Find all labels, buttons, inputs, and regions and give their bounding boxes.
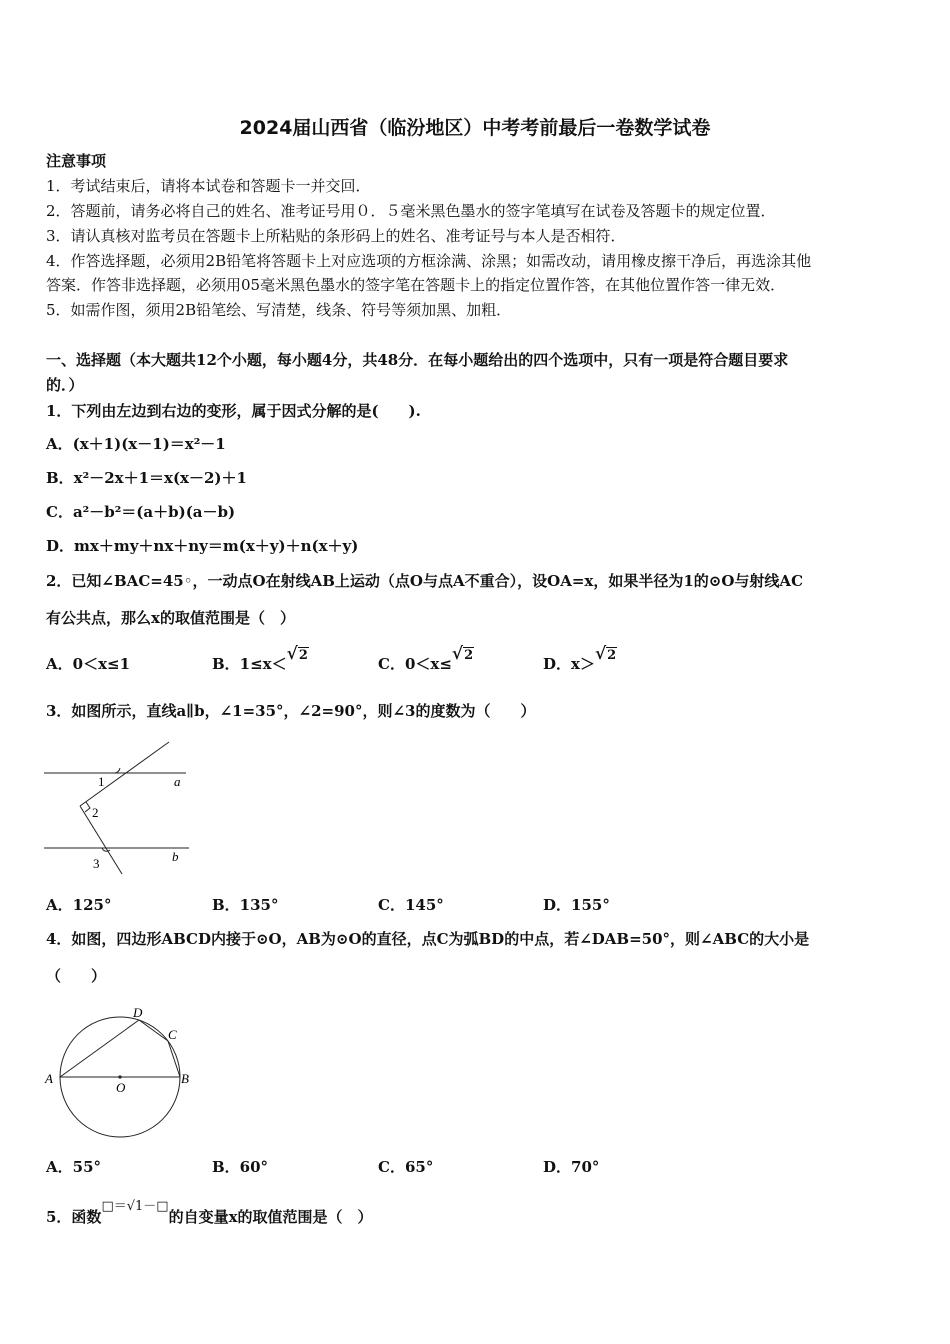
q4-option-c: C．65°	[378, 1158, 434, 1176]
q4-option-a: A．55°	[46, 1158, 102, 1176]
q5-prefix: 5．函数	[46, 1208, 102, 1226]
q3-option-d: D．155°	[543, 896, 610, 914]
notice-item-4-cont: 答案．作答非选择题，必须用05毫米黑色墨水的签字笔在答题卡上的指定位置作答，在其他位置作答一律无效．	[46, 276, 786, 294]
point-c-label: C	[168, 1027, 177, 1042]
q1-option-a: A．(x＋1)(x－1)＝x²－1	[46, 435, 226, 453]
angle-2-label: 2	[92, 805, 99, 820]
point-d-label: D	[133, 1005, 143, 1020]
angle-1-label: 1	[98, 774, 105, 789]
radicand: 2	[607, 648, 617, 663]
q5-formula: □＝√1－□	[101, 1199, 169, 1214]
radicand: 2	[464, 648, 474, 663]
point-b-label: B	[181, 1071, 189, 1086]
notice-item-3: 3．请认真核对监考员在答题卡上所粘贴的条形码上的姓名、准考证号与本人是否相符．	[46, 227, 626, 245]
point-o-label: O	[116, 1080, 126, 1095]
q4-figure	[44, 1003, 194, 1139]
q2-option-b	[212, 644, 309, 677]
q1-stem: 1．下列由左边到右边的变形，属于因式分解的是( ).	[46, 402, 421, 420]
q4-stem: 4．如图，四边形ABCD内接于⊙O，AB为⊙O的直径，点C为弧BD的中点，若∠DAB=50°，则∠ABC的大小是	[46, 930, 810, 948]
q4-stem-cont: （ ）	[46, 967, 107, 985]
q3-stem: 3．如图所示，直线a∥b，∠1=35°，∠2=90°，则∠3的度数为（ ）	[46, 702, 536, 720]
q3-option-a: A．125°	[46, 896, 112, 914]
radicand: 2	[298, 648, 308, 663]
angle-3-label: 3	[93, 856, 100, 871]
q2-option-d	[543, 644, 617, 677]
q4-option-b: B．60°	[212, 1158, 269, 1176]
sqrt-symbol: √2	[594, 644, 617, 664]
q1-option-d: D．mx＋my＋nx＋ny＝m(x＋y)＋n(x＋y)	[46, 537, 359, 555]
q2-stem: 2．已知∠BAC=45◦，一动点O在射线AB上运动（点O与点A不重合），设OA=x，如果半径为1的⊙O与射线AC	[46, 572, 804, 590]
section-heading-cont: 的．）	[46, 376, 84, 394]
section-heading: 一、选择题（本大题共12个小题，每小题4分，共48分．在每小题给出的四个选项中，只有一项是符合题目要求	[46, 351, 789, 369]
q5-stem	[46, 1199, 373, 1230]
notice-item-4: 4．作答选择题，必须用2B铅笔将答题卡上对应选项的方框涂满、涂黑；如需改动，请用橡皮擦干净后，再选涂其他	[46, 252, 812, 270]
q3-option-c: C．145°	[378, 896, 444, 914]
point-a-label: A	[45, 1071, 53, 1086]
q2-option-b-text: B．1≤x＜	[212, 655, 287, 673]
line-b-label: b	[172, 849, 179, 864]
q3-option-b: B．135°	[212, 896, 279, 914]
q2-option-d-text: D．x＞	[543, 655, 595, 673]
q4-option-d: D．70°	[543, 1158, 600, 1176]
notice-item-1: 1．考试结束后，请将本试卷和答题卡一并交回．	[46, 177, 371, 195]
q2-stem-cont: 有公共点，那么x的取值范围是（ ）	[46, 609, 295, 627]
sqrt-symbol: √2	[451, 644, 474, 664]
line-a-label: a	[174, 774, 181, 789]
notice-item-5: 5．如需作图，须用2B铅笔绘、写清楚，线条、符号等须加黑、加粗．	[46, 301, 512, 319]
notice-heading: 注意事项	[46, 152, 107, 170]
q5-suffix: 的自变量x的取值范围是（ ）	[168, 1208, 373, 1226]
sqrt-symbol: √2	[286, 644, 308, 664]
q2-option-c	[378, 644, 474, 677]
q2-option-a: A．0＜x≤1	[46, 655, 131, 673]
q1-option-b: B．x²－2x＋1＝x(x－2)＋1	[46, 469, 247, 487]
page-title: 2024届山西省（临汾地区）中考考前最后一卷数学试卷	[239, 117, 711, 139]
q1-option-c: C．a²－b²＝(a＋b)(a－b)	[46, 503, 236, 521]
q2-option-c-text: C．0＜x≤	[378, 655, 452, 673]
notice-item-2: 2．答题前，请务必将自己的姓名、准考证号用０．５毫米黑色墨水的签字笔填写在试卷及答题卡的规定位置．	[46, 202, 776, 220]
q3-figure	[44, 738, 194, 878]
